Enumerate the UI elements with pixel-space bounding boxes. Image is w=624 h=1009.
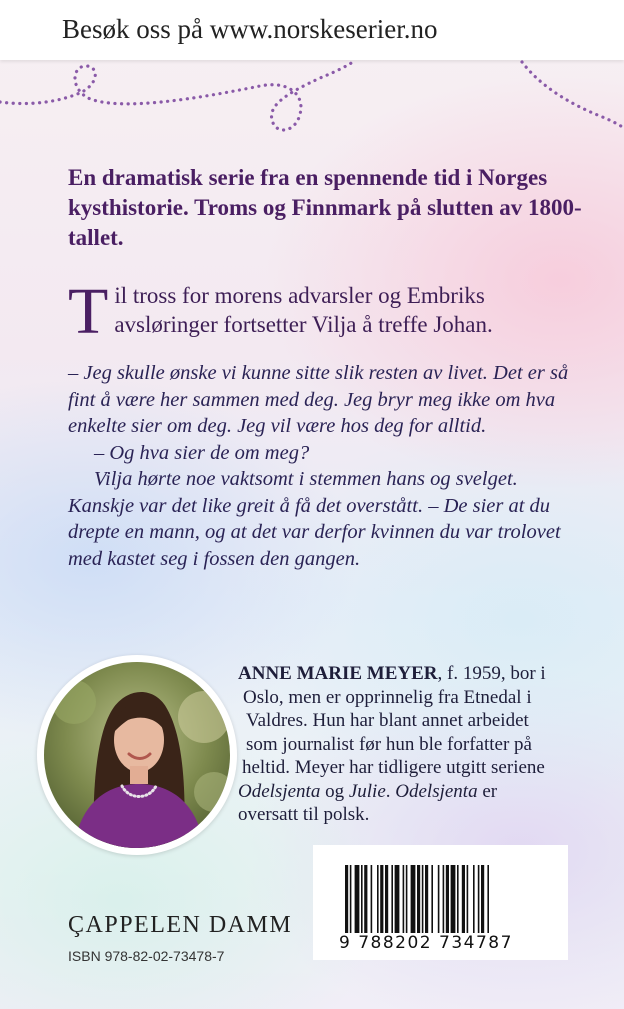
author-photo-frame [37,655,237,855]
bio-line-3: Valdres. Hun har blant annet arbeidet [246,710,529,731]
bio-line-5: heltid. Meyer har tidligere utgitt seriene [242,757,545,778]
barcode-box [313,845,568,960]
lead-paragraph [68,275,588,348]
excerpt-paragraph-2: – Og hva sier de om meg? [94,441,310,464]
story-excerpt [68,360,588,572]
author-photo [44,662,230,848]
series-intro: En dramatisk serie fra en spennende tid i Norges kysthistorie. Troms og Finnmark på slutten av 1800-tallet. [68,165,582,250]
author-bio [238,662,598,827]
excerpt-paragraph-1: – Jeg skulle ønske vi kunne sitte slik resten av livet. Det er så fint å være her sammen med deg. Jeg bryr meg ikke om hva enkelte sier om deg. Jeg vil være hos deg for alltid. [68,362,569,437]
bio-line-2: Oslo, men er opprinnelig fra Etnedal i [243,686,532,708]
dotted-swirl-decoration [0,56,624,146]
excerpt-paragraph-3: Vilja hørte noe vaktsomt i stemmen hans og svelget. Kanskje var det like greit å få det overstått. – De sier at du drepte en mann, og at det var derfor kvinnen du var trolovet med kastet seg i fossen den gangen. [68,468,561,570]
series-title-julie: Julie [348,780,386,802]
website-banner [0,0,624,60]
isbn-number: ISBN 978-82-02-73478-7 [68,948,225,964]
barcode-number: 9 788202 734787 [339,933,513,953]
barcode-icon [345,865,540,933]
series-title-odelsjenta: Odelsjenta [238,780,321,802]
bio-line-7: oversatt til polsk. [238,804,370,825]
bio-line-4: som journalist før hun ble forfatter på [246,733,532,755]
website-text: Besøk oss på www.norskeserier.no [62,14,438,44]
bio-line-1: ANNE MARIE MEYER, f. 1959, bor i [238,663,546,684]
author-name: ANNE MARIE MEYER [238,663,438,684]
lead-text: il tross for morens advarsler og Embriks avsløringer fortsetter Vilja å treffe Johan. [114,283,493,337]
bio-line-6: Odelsjenta og Julie. Odelsjenta er [238,780,498,802]
publisher-logo: ÇAPPELEN DAMM [68,912,293,938]
drop-cap: T [68,275,109,348]
series-title-odelsjenta-2: Odelsjenta [395,780,478,802]
